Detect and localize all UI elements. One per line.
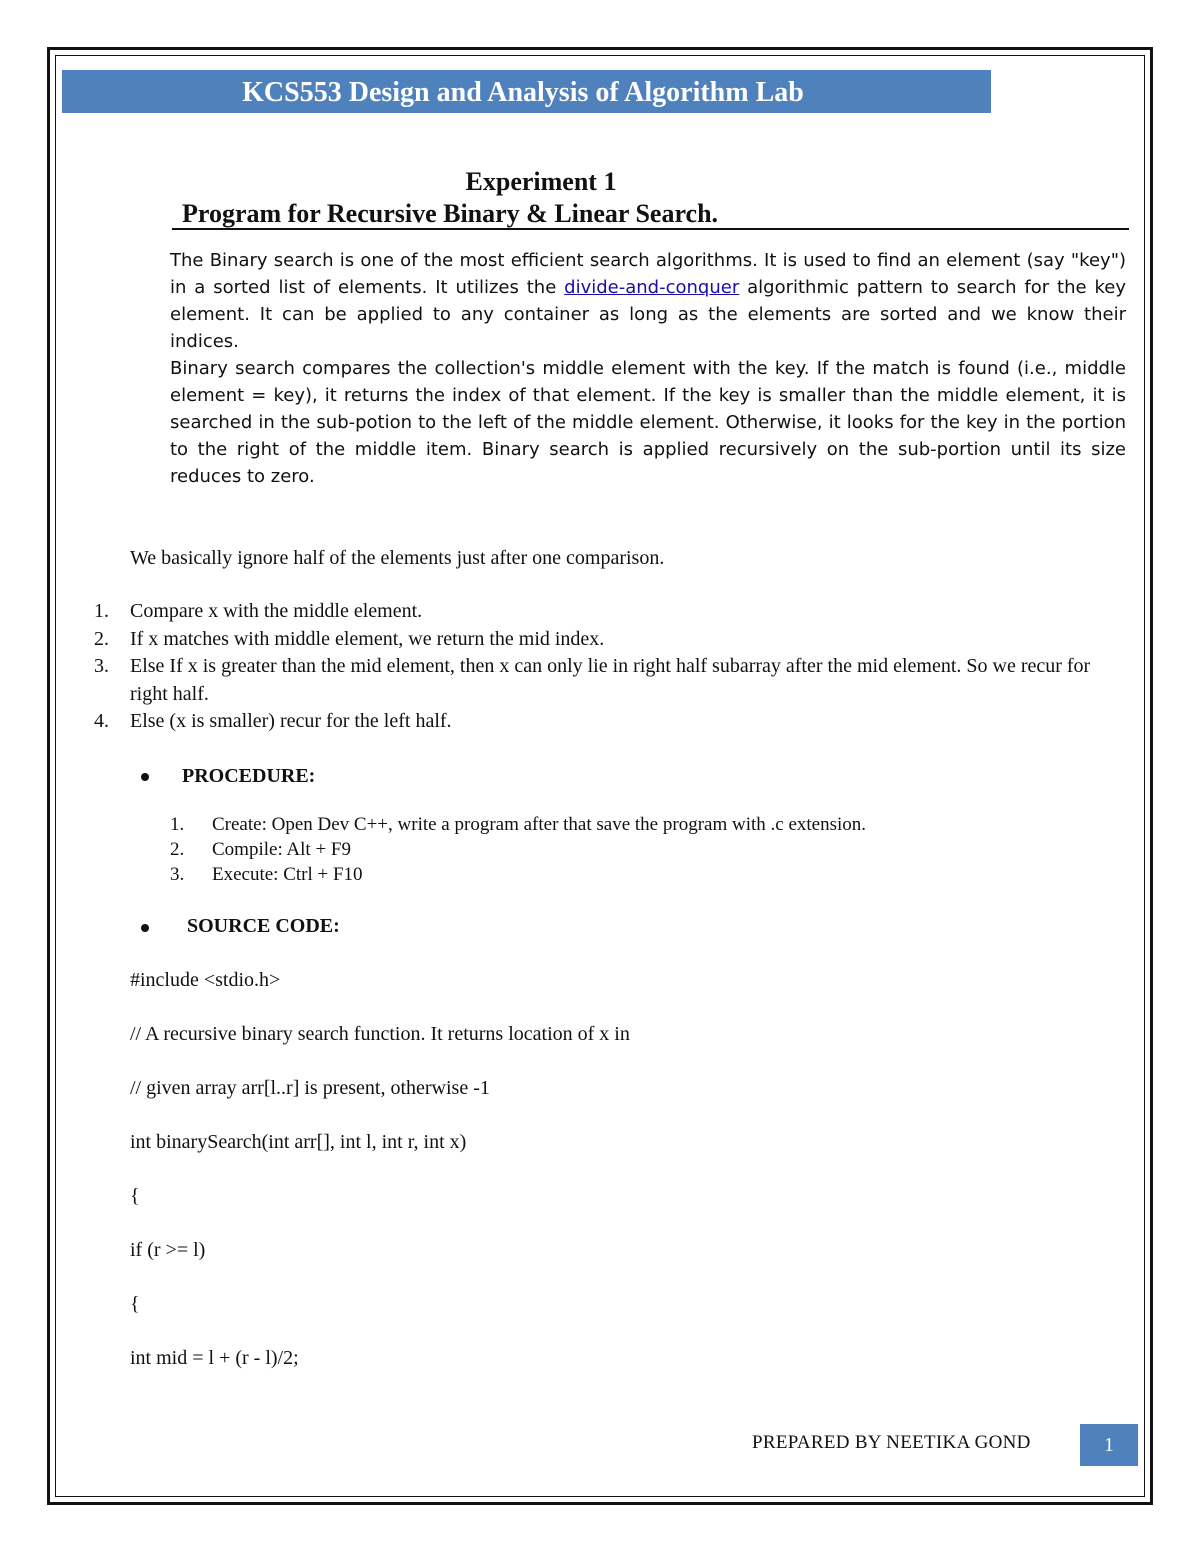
procedure-list [170, 812, 866, 887]
code-line: // given array arr[l..r] is present, otherwise -1 [130, 1077, 490, 1099]
title-underline [172, 228, 1129, 230]
code-line: { [130, 1293, 140, 1315]
code-line: int binarySearch(int arr[], int l, int r, int x) [130, 1131, 467, 1153]
step-number: 4. [94, 710, 109, 732]
procedure-number: 3. [170, 864, 185, 885]
list-item [80, 653, 1120, 708]
page-number: 1 [1080, 1424, 1138, 1466]
header-title: KCS553 Design and Analysis of Algorithm Lab [242, 77, 804, 108]
procedure-heading: PROCEDURE: [182, 765, 316, 787]
procedure-number: 1. [170, 814, 185, 835]
step-number: 2. [94, 627, 109, 650]
step-number: 3. [94, 655, 109, 677]
experiment-subtitle: Program for Recursive Binary & Linear Search. [182, 199, 719, 228]
code-line: if (r >= l) [130, 1239, 206, 1261]
bullet-icon [141, 924, 149, 932]
source-code-heading: SOURCE CODE: [187, 915, 340, 937]
procedure-number: 2. [170, 839, 185, 860]
code-line: int mid = l + (r - l)/2; [130, 1347, 299, 1369]
bullet-icon [141, 773, 149, 781]
intro-text-part: algorithmic pattern to search for the key element. It can be applied to any container as long as the elements are sorted and we know their indices. [170, 277, 1126, 352]
intro-text-part: The Binary search is one of the most efficient search algorithms. It is used to find an element (say "key") in a sorted list of elements. It utilizes the [170, 250, 1126, 298]
step-number: 1. [94, 600, 109, 622]
code-line: #include <stdio.h> [130, 969, 281, 991]
intro-paragraph-1 [170, 247, 1126, 355]
procedure-text: Create: Open Dev C++, write a program after that save the program with .c extension. [212, 814, 867, 835]
step-text: Compare x with the middle element. [130, 600, 423, 622]
prepared-by: PREPARED BY NEETIKA GOND [752, 1432, 1031, 1453]
list-item [80, 708, 1120, 736]
procedure-text: Compile: Alt + F9 [212, 839, 351, 860]
step-text: Else (x is smaller) recur for the left half. [130, 710, 452, 732]
intro-paragraph-2: Binary search compares the collection's middle element with the key. If the match is found (i.e., middle element = key), it returns the index of that element. If the key is smaller than the middle element, it is searched in the sub-potion to the left of the middle element. Otherwise, it looks for the key in the portion to the right of the middle item. Binary search is applied recursively on the sub-portion until its size reduces to zero. [170, 358, 1126, 487]
procedure-text: Execute: Ctrl + F10 [212, 864, 363, 885]
list-item [170, 837, 866, 862]
step-text: Else If x is greater than the mid element, then x can only lie in right half subarray after the mid element. So we recur for right half. [130, 655, 1091, 705]
divide-and-conquer-link[interactable]: divide-and-conquer [564, 277, 740, 298]
step-text: If x matches with middle element, we return the mid index. [130, 627, 605, 650]
intro-text [170, 247, 1126, 490]
summary-sentence: We basically ignore half of the elements just after one comparison. [130, 547, 665, 569]
experiment-number: Experiment 1 [465, 167, 617, 196]
list-item [80, 598, 1120, 626]
list-item [170, 812, 866, 837]
steps-list [80, 598, 1120, 736]
list-item [170, 862, 866, 887]
list-item [80, 626, 1120, 654]
code-line: { [130, 1185, 140, 1207]
code-line: // A recursive binary search function. It returns location of x in [130, 1023, 630, 1045]
